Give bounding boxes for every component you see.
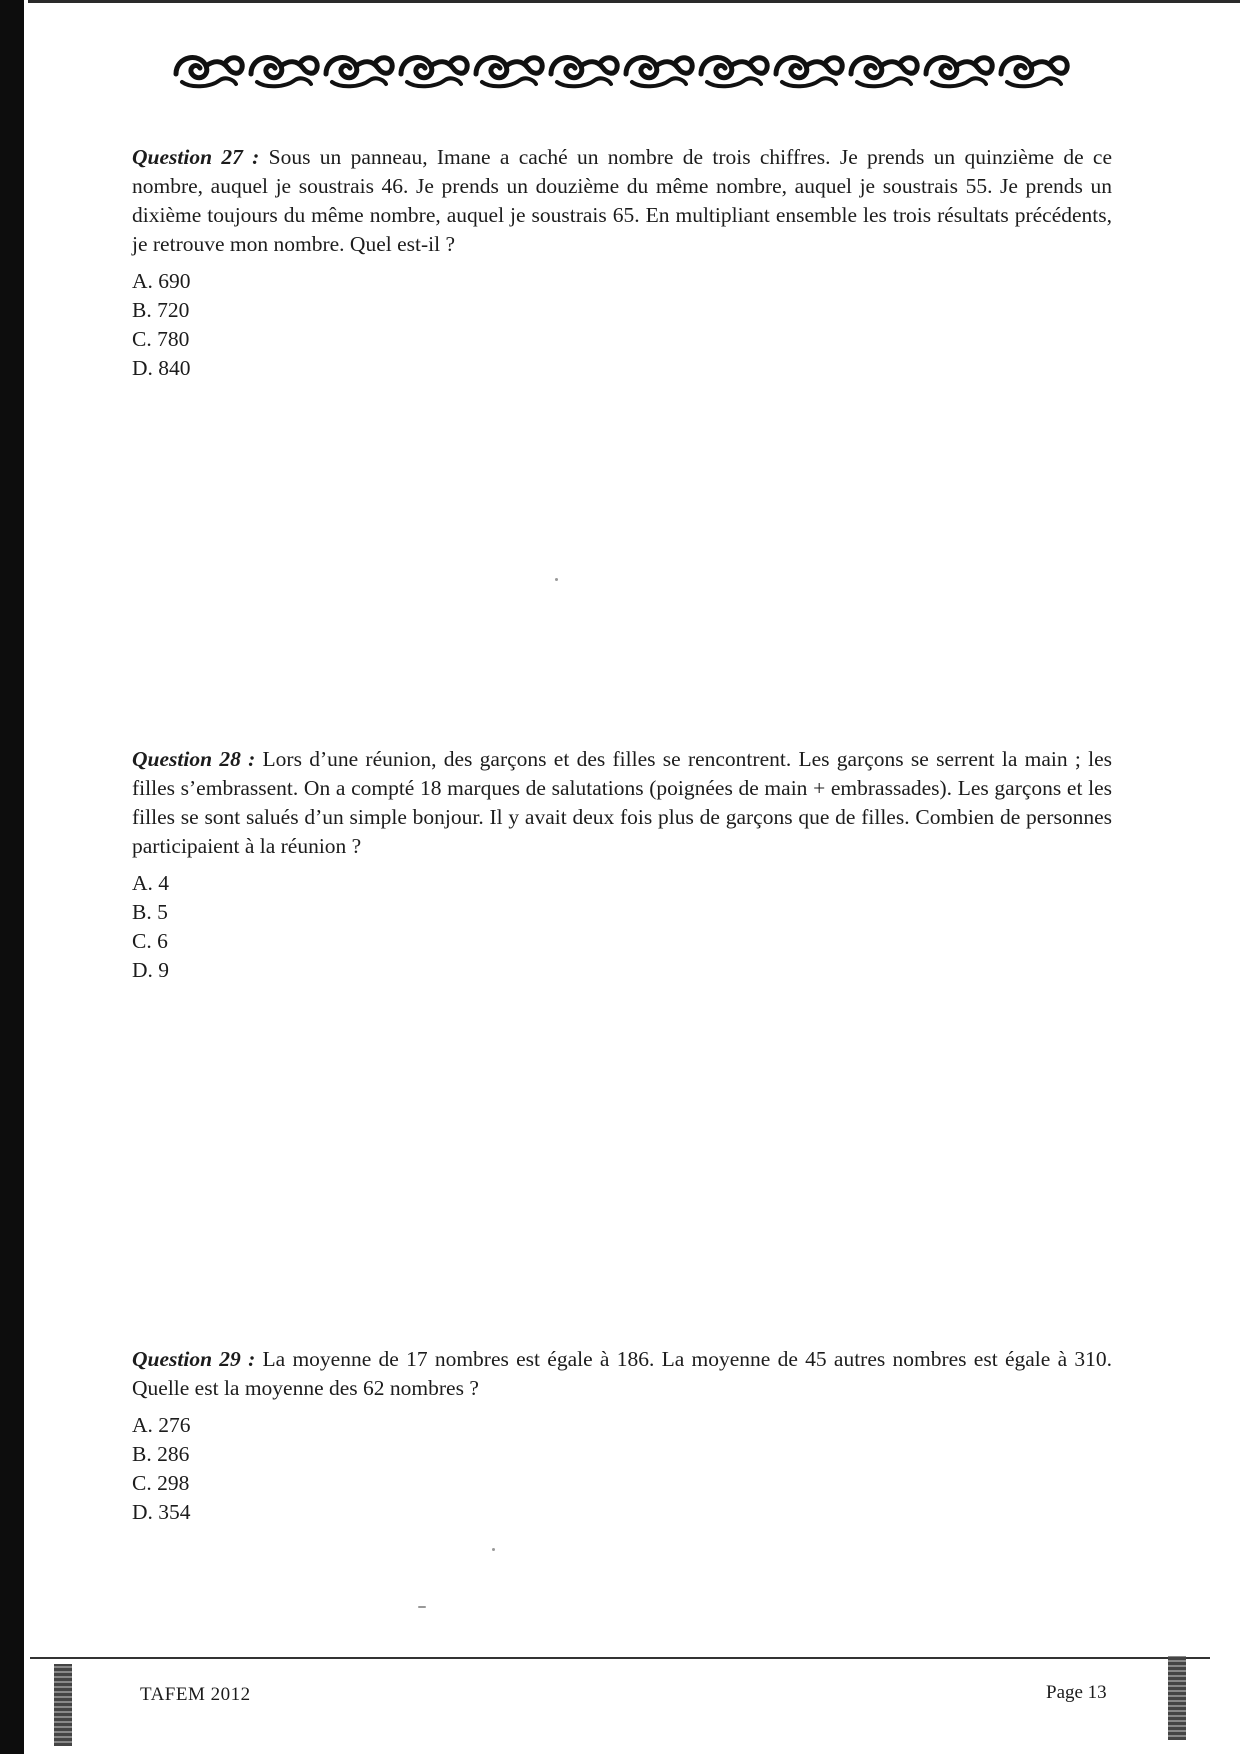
ornament-motif [176, 58, 242, 87]
scan-speck [418, 1606, 426, 1608]
option-b: B. 286 [132, 1442, 190, 1466]
ornament-motif [851, 58, 917, 87]
option-d: D. 9 [132, 958, 170, 982]
ornament-motif [776, 58, 842, 87]
scan-speck [555, 578, 558, 581]
footer-marker-left [54, 1664, 72, 1746]
question-text: Sous un panneau, Imane a caché un nombre de trois chiffres. Je prends un quinzième de ce nombre, auquel je soustrais 46. Je prends un douzième du même nombre, auquel je soustrais 55. Je prends un dixième toujours du même nombre, auquel je soustrais 65. En multipliant ensemble les trois résultats précédents, je retrouve mon nombre. Quel est-il ? [132, 145, 1113, 256]
option-d: D. 840 [132, 356, 191, 380]
ornament-motif [551, 58, 617, 87]
question-text: Lors d’une réunion, des garçons et des filles se rencontrent. Les garçons se serrent la main ; les filles s’embrassent. On a compté 18 marques de salutations (poignées de main + embrassades). Les garçons et les filles se sont salués d’un simple bonjour. Il y avait deux fois plus de garçons que de filles. Combien de personnes participaient à la réunion ? [132, 747, 1113, 858]
footer-marker-right [1168, 1656, 1186, 1740]
question-text: La moyenne de 17 nombres est égale à 186. La moyenne de 45 autres nombres est égale à 310. Quelle est la moyenne des 62 nombres ? [132, 1347, 1112, 1400]
option-c: C. 298 [132, 1471, 190, 1495]
question-heading: Question 28 : [132, 747, 256, 771]
scroll-ornament-icon [170, 44, 1070, 92]
scan-speck [492, 1548, 495, 1551]
ornament-motif [926, 58, 992, 87]
option-a: A. 690 [132, 269, 191, 293]
ornament-motif [701, 58, 767, 87]
option-b: B. 720 [132, 298, 190, 322]
ornament-motif [476, 58, 542, 87]
option-c: C. 780 [132, 327, 190, 351]
ornament-motif [401, 58, 467, 87]
question-heading: Question 27 : [132, 145, 260, 169]
question-heading: Question 29 : [132, 1347, 256, 1371]
scan-edge-line [28, 0, 1240, 3]
footer-title: TAFEM 2012 [140, 1684, 251, 1705]
ornament-motif [251, 58, 317, 87]
question-29 [132, 1345, 1112, 1527]
ornament-motif [626, 58, 692, 87]
answer-options [132, 1411, 1112, 1527]
footer-rule [30, 1657, 1210, 1659]
scan-left-border [0, 0, 24, 1754]
option-c: C. 6 [132, 929, 168, 953]
option-a: A. 4 [132, 871, 170, 895]
question-27 [132, 143, 1112, 383]
option-b: B. 5 [132, 900, 168, 924]
answer-options [132, 267, 1112, 383]
ornament-motif [1001, 58, 1067, 87]
option-a: A. 276 [132, 1413, 191, 1437]
question-28 [132, 745, 1112, 985]
ornament-motif [326, 58, 392, 87]
option-d: D. 354 [132, 1500, 191, 1524]
answer-options [132, 869, 1112, 985]
page-number: Page 13 [1046, 1682, 1107, 1703]
